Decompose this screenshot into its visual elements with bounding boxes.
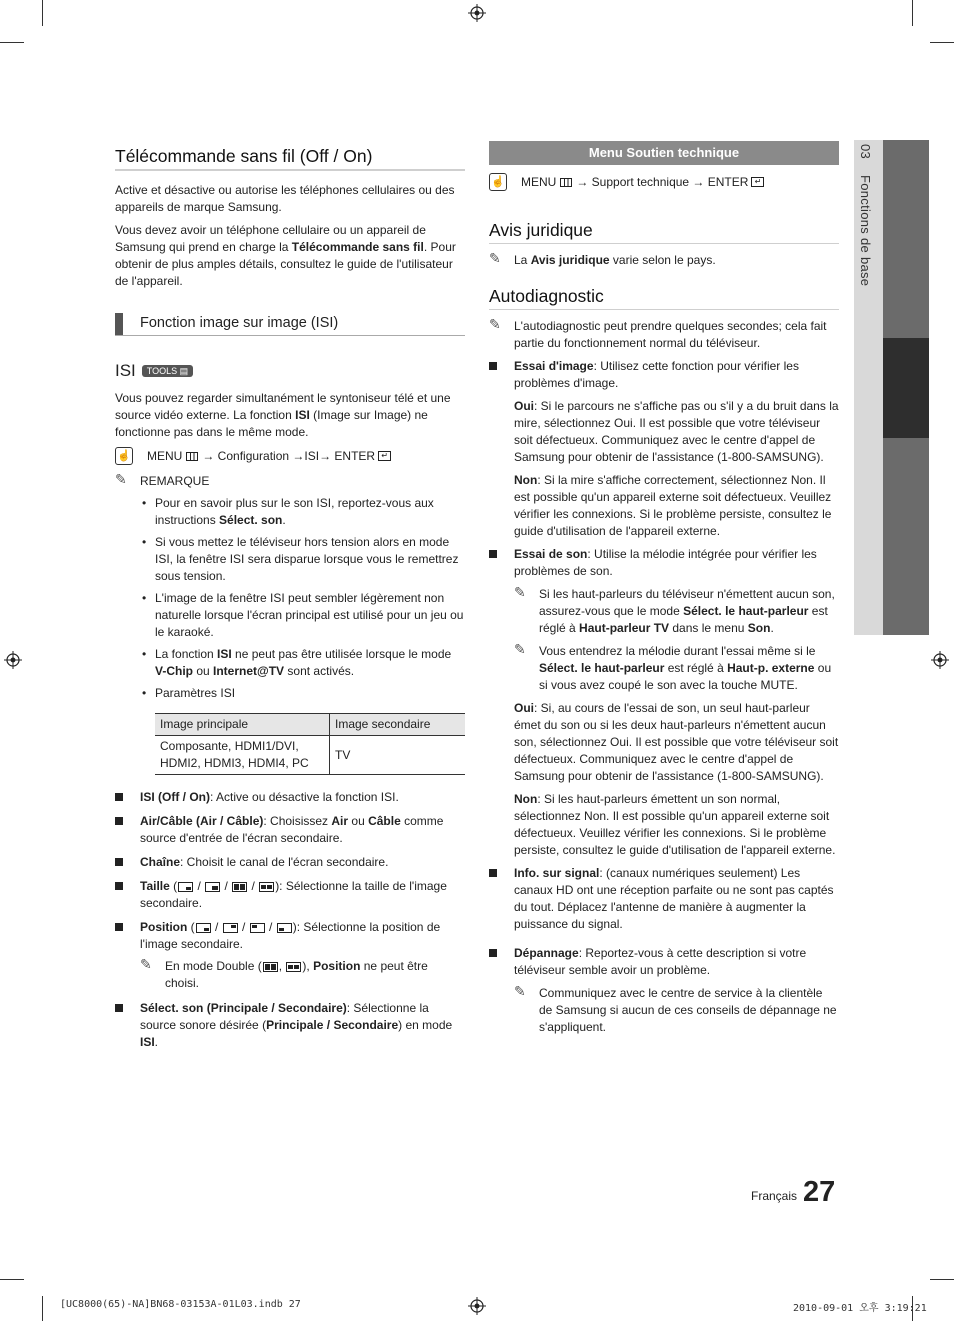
note: ✎ La Avis juridique varie selon le pays.	[489, 250, 716, 267]
hand-icon: ☝	[489, 173, 507, 191]
table-header: Image principale	[155, 714, 330, 736]
side-tab-block	[883, 438, 929, 635]
note-pencil-icon: ✎	[514, 584, 526, 600]
menu-path: ☝ MENU → Support technique → ENTER ↵	[489, 173, 839, 191]
note: ✎ Si les haut-parleurs du téléviseur n'émettent aucun son, assurez-vous que le mode Sélect. le haut-parleur est réglé à Haut-parleur TV dans le menu Son.	[514, 584, 835, 635]
side-tab-block	[883, 140, 929, 338]
menu-grid-icon	[186, 452, 198, 461]
hand-icon: ☝	[115, 447, 133, 465]
list-item: • Si vous mettez le téléviseur hors tension alors en mode ISI, la fenêtre ISI sera disparue lorsque vous le remettrez sous tension.	[142, 535, 459, 583]
registration-mark-icon	[931, 651, 949, 669]
paragraph: Oui: Si, au cours de l'essai de son, un seul haut-parleur émet du son ou si les deux haut-parleurs n'émettent aucun son, sélectionnez Oui. Il est possible que votre téléviseur soit défectueux. Communiquez avec le centre d'appel de Samsung pour obtenir de l'assistance (1-800-SAMSUNG).	[514, 701, 839, 783]
list-item: • Paramètres ISI	[142, 686, 236, 700]
list-item: Air/Câble (Air / Câble): Choisissez Air ou Câble comme source d'entrée de l'écran secondaire.	[115, 813, 465, 847]
size-double-wide-icon	[259, 882, 274, 892]
enter-icon: ↵	[378, 451, 391, 461]
crop-mark	[912, 0, 913, 26]
note: ✎ En mode Double ( , ), Position ne peut être choisi.	[140, 956, 428, 990]
list-item: Chaîne: Choisit le canal de l'écran secondaire.	[115, 854, 465, 871]
position-bottom-right-icon	[196, 923, 211, 933]
list-item: ISI (Off / On): Active ou désactive la fonction ISI.	[115, 789, 465, 806]
list-item: Essai de son: Utilise la mélodie intégrée pour vérifier les problèmes de son. ✎ Si les haut-parleurs du téléviseur n'émettent aucun son, assurez-vous que le mode Sélect. le haut-parleur est réglé à Haut-parleur TV dans le menu Son. ✎ Vous entendrez la mélodie durant l'essai même si le Sélect. le haut-parleur est réglé à Haut-p. externe ou si vous avez coupé le son avec la touche MUTE. Oui: Si, au cours de l'essai de son, un seul haut-parleur émet du son ou si les deux haut-parleurs n'émettent aucun son, sélectionnez Oui. Il est possible que votre téléviseur soit défectueux. Communiquez avec le centre d'appel de Samsung pour obtenir de l'assistance (1-800-SAMSUNG). Non: Si les haut-parleurs émettent un son normal, sélectionnez Non. Il est possible qu'un appareil externe soit défectueux. Veuillez vérifier les connexions. Si le problème persiste, consultez le guide d'utilisation de l'appareil externe.	[489, 546, 839, 859]
crop-mark	[0, 1279, 24, 1280]
intro-paragraph: Vous devez avoir un téléphone cellulaire ou un appareil de Samsung qui prend en charge la Télécommande sans fil. Pour obtenir de plus amples détails, consultez le guide de l'utilisateur de l'appareil.	[115, 223, 456, 288]
list-item: Taille ( / / / ): Sélectionne la taille de l'image secondaire.	[115, 878, 465, 912]
print-slug-right: 2010-09-01 오후 3:19:21	[793, 1303, 927, 1314]
chapter-number: 03	[858, 144, 873, 160]
crop-mark	[930, 42, 954, 43]
table-cell: Composante, HDMI1/DVI, HDMI2, HDMI3, HDMI4, PC	[155, 736, 330, 775]
list-item: Position ( / / / ): Sélectionne la position de l'image secondaire. ✎ En mode Double ( , ), Position ne peut être choisi.	[115, 919, 465, 992]
right-column	[489, 141, 839, 1042]
note-pencil-icon: ✎	[514, 641, 526, 657]
list-item: Dépannage: Reportez-vous à cette description si votre téléviseur semble avoir un problème. ✎ Communiquez avec le centre de service à la clientèle de Samsung si aucun de ces conseils de dépannage ne s'appliquent.	[489, 945, 839, 1036]
crop-mark	[930, 1279, 954, 1280]
list-item: Essai d'image: Utilisez cette fonction pour vérifier les problèmes d'image. Oui: Si le parcours ne s'affiche pas ou s'il y a du bruit dans la mire, sélectionnez Oui. Il est possible que votre téléviseur soit défectueux. Communiquez avec le centre d'appel de Samsung pour obtenir de l'assistance (1-800-SAMSUNG). Non: Si la mire s'affiche correctement, sélectionnez Non. Il est possible qu'un appareil externe soit défectueux. Veuillez vérifier les connexions. Si le problème persiste, consultez le guide d'utilisation de l'appareil externe.	[489, 358, 839, 540]
page-number: 27	[803, 1176, 836, 1208]
intro-paragraph: Active et désactive ou autorise les téléphones cellulaires ou des appareils de marque Samsung.	[115, 183, 455, 214]
registration-mark-icon	[4, 651, 22, 669]
menu-grid-icon	[560, 178, 572, 187]
enter-icon: ↵	[751, 177, 764, 187]
side-tab-label	[858, 144, 873, 298]
section-title: Télécommande sans fil (Off / On)	[115, 145, 465, 171]
position-top-right-icon	[223, 923, 238, 933]
position-bottom-left-icon	[277, 923, 292, 933]
section-title: Avis juridique	[489, 219, 839, 244]
table-header: Image secondaire	[330, 714, 466, 736]
size-medium-icon	[205, 882, 220, 892]
chapter-title: Fonctions de base	[858, 174, 873, 287]
size-double-icon	[232, 882, 247, 892]
isi-title: ISI TOOLS ▤	[115, 360, 465, 382]
menu-band-title: Menu Soutien technique	[489, 141, 839, 165]
paragraph: Non: Si la mire s'affiche correctement, sélectionnez Non. Il est possible qu'un appareil externe soit défectueux. Veuillez vérifier les connexions. Si le problème persiste, consultez le guide d'utilisation de l'appareil externe.	[514, 473, 832, 538]
registration-mark-icon	[468, 4, 486, 22]
tools-badge-icon: TOOLS ▤	[142, 365, 193, 377]
table-cell: TV	[330, 736, 466, 775]
note-pencil-icon: ✎	[489, 250, 501, 266]
subsection-title: Fonction image sur image (ISI)	[115, 313, 465, 336]
note: ✎ L'autodiagnostic peut prendre quelques secondes; cela fait partie du fonctionnement normal du téléviseur.	[489, 316, 827, 350]
list-item: • Pour en savoir plus sur le son ISI, reportez-vous aux instructions Sélect. son.	[142, 496, 434, 527]
table-row	[155, 736, 465, 775]
registration-mark-icon	[468, 1297, 486, 1315]
note: ✎ Vous entendrez la mélodie durant l'essai même si le Sélect. le haut-parleur est réglé à Haut-p. externe ou si vous avez coupé le son avec la touche MUTE.	[514, 641, 832, 692]
note: ✎ Communiquez avec le centre de service à la clientèle de Samsung si aucun de ces conseils de dépannage ne s'appliquent.	[514, 983, 837, 1034]
section-title: Autodiagnostic	[489, 285, 839, 310]
size-double-wide-icon	[286, 962, 301, 972]
side-tab-block-active	[883, 338, 929, 438]
note-pencil-icon: ✎	[140, 956, 152, 972]
isi-description: Vous pouvez regarder simultanément le syntoniseur télé et une source vidéo externe. La fonction ISI (Image sur Image) ne fonctionne pas dans le même mode.	[115, 391, 451, 439]
crop-mark	[42, 1296, 43, 1321]
remark-list	[115, 495, 465, 775]
title-bar	[115, 313, 123, 335]
left-column	[115, 145, 465, 1057]
paragraph: Non: Si les haut-parleurs émettent un son normal, sélectionnez Non. Il est possible qu'un appareil externe soit défectueux. Veuillez vérifier les connexions. Si le problème persiste, consultez le guide d'utilisation de l'appareil externe.	[514, 792, 836, 857]
remark-heading: ✎ REMARQUE	[115, 471, 210, 488]
size-double-icon	[263, 962, 278, 972]
note-pencil-icon: ✎	[514, 983, 526, 999]
footer-language: Français	[751, 1189, 798, 1203]
position-top-left-icon	[250, 923, 265, 933]
note-pencil-icon: ✎	[115, 471, 127, 487]
print-slug-left: [UC8000(65)-NA]BN68-03153A-01L03.indb 27	[60, 1299, 301, 1310]
note-pencil-icon: ✎	[489, 316, 501, 332]
crop-mark	[0, 42, 24, 43]
crop-mark	[42, 0, 43, 26]
menu-path: ☝ MENU → Configuration → ISI → ENTER ↵	[115, 447, 465, 465]
paragraph: Oui: Si le parcours ne s'affiche pas ou s'il y a du bruit dans la mire, sélectionnez Oui. Il est possible que votre téléviseur soit défectueux. Communiquez avec le centre d'appel de Samsung pour obtenir de l'assistance (1-800-SAMSUNG).	[514, 399, 839, 464]
list-item: Sélect. son (Principale / Secondaire): Sélectionne la source sonore désirée (Principale / Secondaire) en mode ISI.	[115, 1000, 465, 1051]
list-item: Info. sur signal: (canaux numériques seulement) Les canaux HD ont une réception parfaite ou ne sont pas captés du tout. Déplacez l'antenne de manière à augmenter la puissance du signal.	[489, 865, 839, 933]
list-item: • La fonction ISI ne peut pas être utilisée lorsque le mode V-Chip ou Internet@TV sont activés.	[142, 647, 452, 678]
list-item: • L'image de la fenêtre ISI peut sembler légèrement non naturelle lorsque l'écran principal est utilisé pour un jeu ou le karaoké.	[142, 591, 464, 639]
size-small-icon	[178, 882, 193, 892]
isi-table	[155, 713, 465, 775]
